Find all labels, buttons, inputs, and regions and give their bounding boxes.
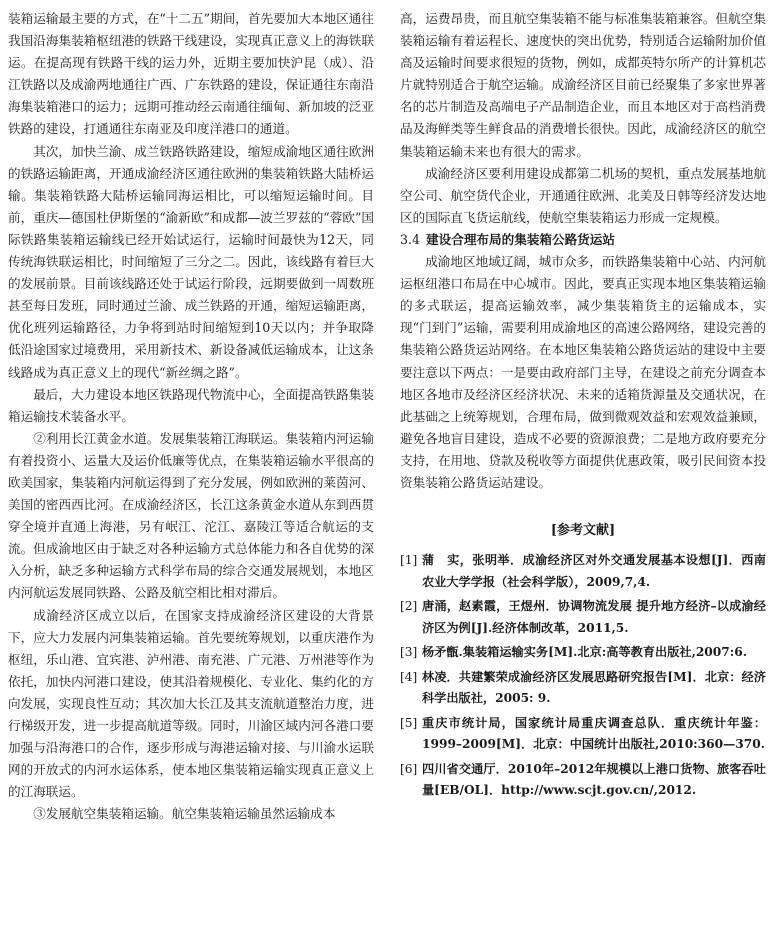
reference-text: 蒲 实，张明举．成渝经济区对外交通发展基本设想[J]．西南农业大学学报（社会科学版），2009,7,4. <box>422 553 766 589</box>
reference-number: [4] <box>400 669 418 684</box>
body-paragraph: ③发展航空集装箱运输。航空集装箱运输虽然运输成本 <box>33 806 336 822</box>
reference-item <box>400 713 766 756</box>
reference-item <box>400 759 766 802</box>
body-paragraph: 成渝经济区要利用建设成都第二机场的契机，重点发展基地航空公司、航空货代企业，开通通往欧洲、北美及日韩等经济发达地区的国际直飞货运航线，使航空集装箱运力形成一定规模。 <box>400 165 766 225</box>
reference-text: 四川省交通厅．2010年–2012年规模以上港口货物、旅客吞吐量[EB/OL]．http://www.scjt.gov.cn/,2012. <box>422 761 766 798</box>
body-paragraph: 其次，加快兰渝、成兰铁路铁路建设，缩短成渝地区通往欧洲的铁路运输距离，开通成渝经济区通往欧洲的集装箱铁路大陆桥运输。集装箱铁路大陆桥运输同海运相比，可以缩短运输时间。目前，重庆—德国杜伊斯堡的“渝新欧”和成都—波兰罗兹的“蓉欧”国际铁路集装箱运输线已经开始试运行，运输时间最快为12天，同传统海铁联运相比，时间缩短了三分之二。因此，该线路有着巨大的发展前景。目前该线路还处于试运行阶段，远期要做到一周数班甚至每日发班，同时通过兰渝、成兰铁路的开通，缩短运输距离，优化班列运输路径，力争将到站时间缩短到10天以内；并争取降低沿途国家过境费用，采用新技术、新设备减低运输成本，让这条线路成为真正意义上的现代“新丝绸之路”。 <box>8 143 374 380</box>
references-title: [参考文献] <box>550 523 616 539</box>
body-paragraph: 高，运费昂贵，而且航空集装箱不能与标准集装箱兼容。但航空集装箱运输有着运程长、速度快的突出优势，特别适合运输附加价值高及运输时间要求很短的货物，例如，成都英特尔所产的计算机芯片就特别适合于航空运输。成渝经济区目前已经聚集了多家世界著名的芯片制造及高端电子产品制造企业，而且本地区对于高档消费品及海鲜类等生鲜食品的消费增长很快。因此，成渝经济区的航空集装箱运输未来也有很大的需求。 <box>400 11 766 159</box>
body-paragraph: 最后，大力建设本地区铁路现代物流中心，全面提高铁路集装箱运输技术装备水平。 <box>8 386 374 424</box>
reference-number: [2] <box>400 599 418 614</box>
reference-number: [6] <box>400 761 418 776</box>
right-column <box>400 8 766 805</box>
reference-list <box>400 550 766 802</box>
section-heading <box>400 229 766 251</box>
reference-text: 林凌．共建繁荣成渝经济区发展思路研究报告[M]．北京：经济科学出版社，2005: 9. <box>422 669 766 706</box>
reference-item <box>400 642 766 664</box>
reference-text: 杨矛甑.集装箱运输实务[M].北京:高等教育出版社,2007:6. <box>422 645 747 660</box>
body-paragraph: ②利用长江黄金水道。发展集装箱江海联运。集装箱内河运输有着投资小、运量大及运价低廉等优点，在集装箱运输水平很高的欧美国家，集装箱内河航运得到了充分发展，例如欧洲的莱茵河、美国的密西西比河。在成渝经济区，长江这条黄金水道从东到西贯穿全境并直通上海港，另有岷江、沱江、嘉陵江等适合航运的支流。但成渝地区由于缺乏对各种运输方式总体能力和各自优势的深入分析，缺乏多种运输方式科学布局的综合交通发展规划，本地区内河航运发展同铁路、公路及航空相比相对滞后。 <box>8 430 374 601</box>
reference-item <box>400 550 766 593</box>
section-title: 建设合理布局的集装箱公路货运站 <box>426 231 615 247</box>
body-paragraph: 装箱运输最主要的方式，在“十二五”期间，首先要加大本地区通往我国沿海集装箱枢纽港的铁路干线建设，实现真正意义上的海铁联运。在提高现有铁路干线的运力外，近期主要加快沪昆（成）、沿江铁路以及成渝两地通往广西、广东铁路的建设，保证通往东南沿海集装箱港口的运力；远期可推动经云南通往缅甸、新加坡的泛亚铁路的建设，打通通往东南亚及印度洋港口的通道。 <box>8 11 374 137</box>
left-column <box>8 8 374 825</box>
reference-number: [5] <box>400 715 418 730</box>
reference-item <box>400 596 766 639</box>
reference-number: [1] <box>400 553 418 568</box>
reference-text: 唐涌，赵素霞，王煜州．协调物流发展 提升地方经济–以成渝经济区为例[J].经济体制改革，2011,5. <box>422 599 766 635</box>
reference-number: [3] <box>400 645 418 660</box>
body-paragraph: 成渝经济区成立以后，在国家支持成渝经济区建设的大背景下，应大力发展内河集装箱运输。首先要统筹规划，以重庆港作为枢纽，乐山港、宜宾港、泸州港、南充港、广元港、万州港等作为依托，加快内河港口建设，使其沿着规模化、专业化、集约化的方向发展，实现良性互动；其次加大长江及其支流航道整治力度，进行梯级开发，进一步提高航道等级。同时，川渝区域内河各港口要加强与沿海港口的合作，逐步形成与海港运输对接、与川渝水运联网的开放式的内河水运体系，使本地区集装箱运输实现真正意义上的江海联运。 <box>8 607 374 800</box>
section-number: 3.4 <box>400 231 421 247</box>
reference-item <box>400 667 766 710</box>
body-paragraph: 成渝地区地域辽阔，城市众多，而铁路集装箱中心站、内河航运枢纽港口布局在中心城市。因此，要真正实现本地区集装箱运输的多式联运，提高运输效率，减少集装箱货主的运输成本，实现“门到门”运输，需要利用成渝地区的高速公路网络，建设完善的集装箱公路货运站网络。在本地区集装箱公路货运站的建设中主要要注意以下两点：一是要由政府部门主导，在建设之前充分调查本地区各地市及经济区经济状况、未来的适箱货源量及交通状况，在此基础之上统筹规划，合理布局，做到微观效益和宏观效益兼顾，避免各地盲目建设，造成不必要的资源浪费；二是地方政府要充分支持，在用地、贷款及税收等方面提供优惠政策，吸引民间资本投资集装箱公路货运站建设。 <box>400 254 766 490</box>
reference-text: 重庆市统计局，国家统计局重庆调查总队．重庆统计年鉴：1999–2009[M]．北京：中国统计出版社,2010:360—370. <box>422 715 766 752</box>
